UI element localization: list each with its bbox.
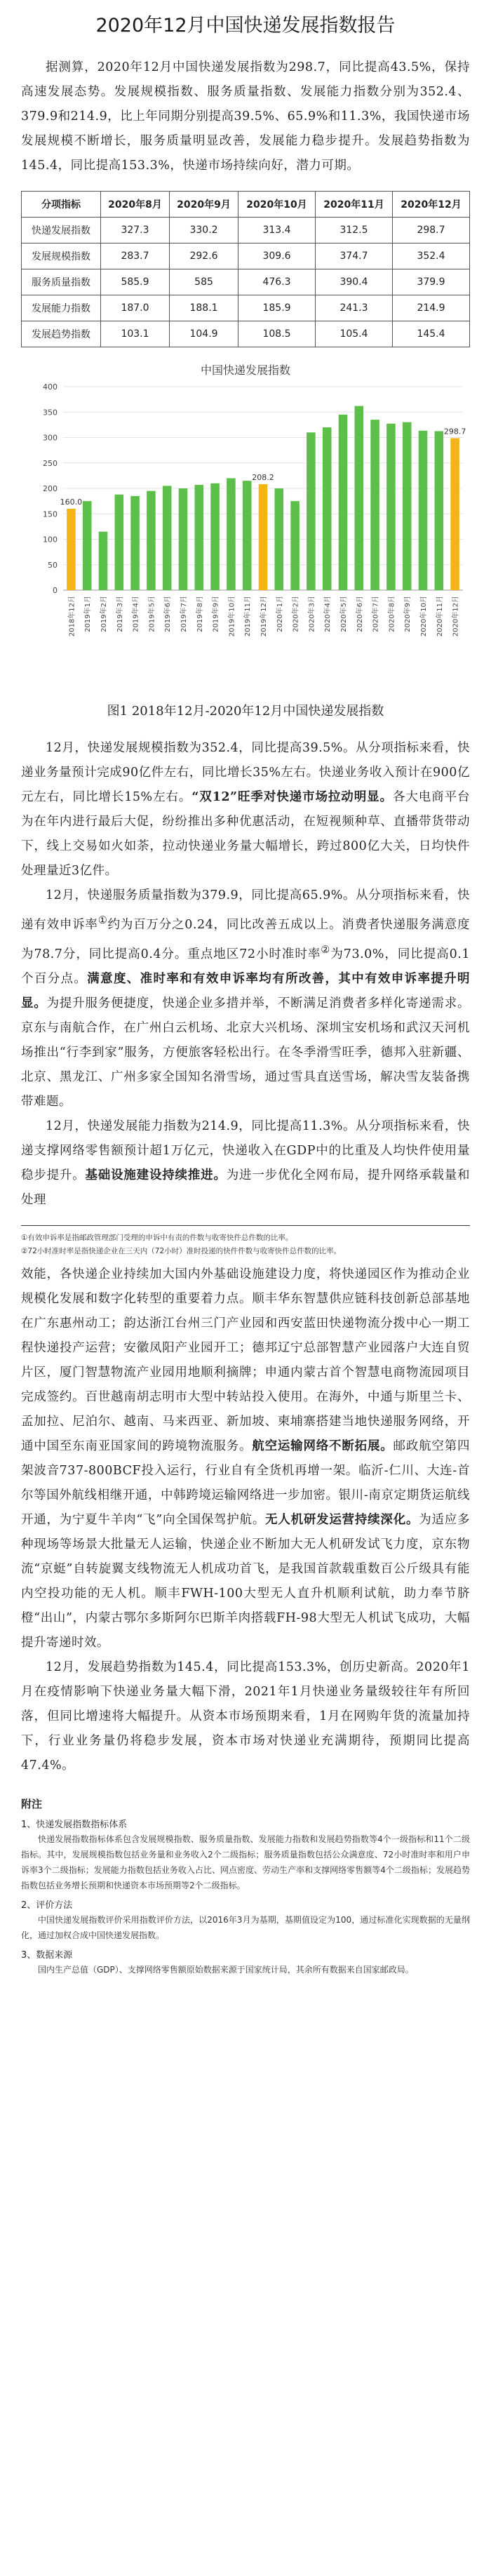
table-cell: 145.4 xyxy=(393,321,470,347)
table-cell: 214.9 xyxy=(393,295,470,321)
bar xyxy=(355,406,364,590)
x-tick-label: 2019年10月 xyxy=(228,596,236,637)
bar xyxy=(83,501,92,590)
chart-title: 中国快递发展指数 xyxy=(200,363,291,377)
notes-title: 附注 xyxy=(21,1797,43,1810)
x-tick-label: 2020年2月 xyxy=(292,596,300,632)
bar xyxy=(307,432,316,590)
x-tick-label: 2019年4月 xyxy=(132,596,140,632)
x-tick-label: 2020年6月 xyxy=(356,596,364,632)
footnotes xyxy=(21,1225,470,1258)
bar xyxy=(419,431,428,590)
bar xyxy=(450,438,459,590)
table-header-cell: 2020年9月 xyxy=(170,192,238,218)
table-row xyxy=(22,243,470,269)
footnote-1: ①有效申诉率是指邮政管理部门受理的申诉中有责的件数与收寄快件总件数的比率。 xyxy=(21,1233,293,1242)
bar xyxy=(147,491,156,590)
table-cell: 327.3 xyxy=(101,218,170,243)
bar xyxy=(130,496,140,590)
y-tick-label: 350 xyxy=(43,408,58,418)
y-tick-label: 150 xyxy=(43,509,58,519)
table-cell: 312.5 xyxy=(316,218,393,243)
quality-highlight: 满意度、准时率和有效申诉率均有所改善，其中有效申诉率提升明显。 xyxy=(21,971,471,1010)
x-tick-label: 2020年5月 xyxy=(340,596,348,632)
air-network-highlight: 航空运输网络不断拓展。 xyxy=(252,1439,394,1453)
figure-caption: 图1 2018年12月-2020年12月中国快递发展指数 xyxy=(107,704,384,719)
x-tick-label: 2019年3月 xyxy=(116,596,124,632)
table-cell: 476.3 xyxy=(238,269,316,295)
scale-text-c: 各大电商平台为在年内进行最后大促，纷纷推出多种优惠活动，在短视频种草、直播带货带动下，线上交易如火如荼，拉动快递业务量大幅增长，跨过800亿大关，日均快件处理量近3亿件。 xyxy=(21,790,471,878)
quality-text-a: 12月，快递服务质量指数为379.9，同比提高65.9%。从分项指标来看，快递有效申诉率 xyxy=(21,888,470,932)
bar xyxy=(403,422,412,590)
table-cell: 发展趋势指数 xyxy=(22,321,101,347)
infra-text-e: 为适应多种现场等场景大批量无人运输，快递企业不断加大无人机研发试飞力度，京东物流“京蜓”自转旋翼支线物流无人机成功首飞，是我国首款载重数百公斤级具有能内空投功能的无人机。顺丰FWH-100大型无人直升机顺利试航，助力奉节脐橙“出山”，内蒙古鄂尔多斯阿尔巴斯羊肉搭载FH-98大型无人机试飞成功，大幅提升寄递时效。 xyxy=(21,1512,470,1650)
bar xyxy=(339,415,348,590)
bar xyxy=(99,532,108,590)
scale-text-a: 12月，快递发展规模指数为352.4，同比提高39.5%。从分项指标来看，快递业务量预计完成90亿件左右，同比增长35%左右。快递业务收入预计在900亿元左右，同比增长15%左右。 xyxy=(21,741,470,804)
note-head-2: 2、评价方法 xyxy=(21,1900,73,1911)
x-tick-label: 2019年2月 xyxy=(100,596,108,632)
table-cell: 585.9 xyxy=(101,269,170,295)
table-cell: 104.9 xyxy=(170,321,238,347)
table-cell: 快递发展指数 xyxy=(22,218,101,243)
bar xyxy=(435,431,444,590)
table-cell: 241.3 xyxy=(316,295,393,321)
table-cell: 292.6 xyxy=(170,243,238,269)
bar xyxy=(259,484,268,590)
table-cell: 379.9 xyxy=(393,269,470,295)
bar xyxy=(227,479,236,591)
table-cell: 585 xyxy=(170,269,238,295)
x-tick-label: 2019年7月 xyxy=(180,596,188,632)
table-row xyxy=(22,218,470,243)
scale-paragraph xyxy=(21,736,470,883)
x-tick-label: 2019年6月 xyxy=(164,596,173,632)
x-tick-label: 2019年8月 xyxy=(196,596,204,632)
bar xyxy=(115,495,124,590)
capacity-paragraph xyxy=(21,1114,470,1213)
note-text-3: 国内生产总值（GDP）、支撑网络零售额原始数据来源于国家统计局，其余所有数据来自国家邮政局。 xyxy=(38,1964,414,1975)
bar xyxy=(323,427,332,590)
table-cell: 330.2 xyxy=(170,218,238,243)
table-header-row xyxy=(22,192,470,218)
bar xyxy=(163,486,172,590)
table-header-cell: 2020年8月 xyxy=(101,192,170,218)
quality-text-c: 为提升服务便捷度，快递企业多措并举，不断满足消费者多样化寄递需求。京东与南航合作，在广州白云机场、北京大兴机场、深圳宝安机场和武汉天河机场推出“行李到家”服务，方便旅客轻松出行。在冬季滑雪旺季，德邦入驻新疆、北京、黑龙江、广州多家全国知名滑雪场，通过雪具直送雪场，解决雪友装备携带难题。 xyxy=(21,996,471,1109)
bar xyxy=(290,501,300,590)
bar xyxy=(210,483,220,590)
table-cell: 352.4 xyxy=(393,243,470,269)
trend-paragraph: 12月，发展趋势指数为145.4，同比提高153.3%，创历史新高。2020年1月在疫情影响下快递业务量大幅下滑，2021年1月快递业务量级较往年有所回落，但同比增速将大幅提升。从资本市场预期来看，1月在网购年货的流量加持下，行业业务量仍将稳步发展，资本市场对快递业充满期待，预期同比提高47.4%。 xyxy=(21,1660,470,1773)
index-chart xyxy=(21,359,470,695)
capacity-text-a: 12月，快递发展能力指数为214.9，同比提高11.3%。从分项指标来看，快递支撑网络零售额预计超1万亿元，快递收入在GDP中的比重及人均快件使用量稳步提升。 xyxy=(21,1119,470,1182)
table-header-cell: 2020年11月 xyxy=(316,192,393,218)
table-cell: 374.7 xyxy=(316,243,393,269)
table-cell: 298.7 xyxy=(393,218,470,243)
infra-text-c: 邮政航空第四架波音737-800BCF投入运行，行业自有全货机再增一架。临沂-仁川、大连-首尔等国外航线相继开通，中韩跨境运输网络进一步加密。银川-南京定期货运航线开通，为宁夏牛羊肉“飞”向全国保驾护航。 xyxy=(21,1439,471,1527)
bar xyxy=(243,481,252,590)
table-cell: 108.5 xyxy=(238,321,316,347)
table-cell: 服务质量指数 xyxy=(22,269,101,295)
x-tick-label: 2020年9月 xyxy=(404,596,412,632)
table-cell: 187.0 xyxy=(101,295,170,321)
y-tick-label: 200 xyxy=(43,484,58,493)
infra-text-a: 效能，各快递企业持续加大国内外基础设施建设力度，将快递园区作为推动企业规模化发展和数字化转型的重要着力点。顺丰华东智慧供应链科技创新总部基地在广东惠州动工；韵达浙江台州三门产业园和西安蓝田快递物流分拨中心一期工程快递投产运营；安徽凤阳产业园开工；德邦辽宁总部智慧产业园落户大连自贸片区，厦门智慧物流产业园用地顺利摘牌；申通内蒙古首个智慧电商物流园项目完成签约。百世越南胡志明市大型中转站投入使用。在海外，中通与斯里兰卡、孟加拉、尼泊尔、越南、马来西亚、新加坡、柬埔寨搭建当地快递服务网络，开通中国至东南亚国家间的跨境物流服务。 xyxy=(21,1267,470,1453)
x-tick-label: 2020年4月 xyxy=(324,596,332,632)
x-tick-label: 2018年12月 xyxy=(68,596,76,637)
footnote-2: ②72小时准时率是指快递企业在三天内（72小时）准时投递的快件件数与收寄快件总件数的比率。 xyxy=(21,1246,342,1255)
table-header-cell: 2020年10月 xyxy=(238,192,316,218)
table-row xyxy=(22,269,470,295)
intro-paragraph: 据测算，2020年12月中国快递发展指数为298.7，同比提高43.5%，保持高速发展态势。发展规模指数、服务质量指数、发展能力指数分别为352.4、379.9和214.9，比上年同期分别提高39.5%、65.9%和11.3%，我国快递市场发展规模不断增长，服务质量明显改善，发展能力稳步提升。发展趋势指数为145.4，同比提高153.3%，快递市场持续向好，潜力可期。 xyxy=(21,60,470,173)
x-tick-label: 2019年5月 xyxy=(148,596,156,632)
x-tick-label: 2019年12月 xyxy=(260,596,268,637)
table-cell: 发展规模指数 xyxy=(22,243,101,269)
note-head-3: 3、数据来源 xyxy=(21,1949,73,1961)
footnote-ref-2: ② xyxy=(321,943,331,956)
table-cell: 313.4 xyxy=(238,218,316,243)
x-tick-label: 2019年11月 xyxy=(244,596,253,637)
x-tick-label: 2020年12月 xyxy=(452,596,460,637)
bar xyxy=(67,509,76,590)
table-row xyxy=(22,295,470,321)
scale-highlight: “双12”旺季对快递市场拉动明显。 xyxy=(191,790,393,804)
data-label: 208.2 xyxy=(252,473,274,483)
quality-text-a3: 为73.0%，同比提高0.1个百分点。 xyxy=(21,947,471,986)
x-tick-label: 2020年11月 xyxy=(436,596,444,637)
capacity-text-c: 为进一步优化全网布局，提升网络承载量和处理 xyxy=(21,1168,471,1207)
bar xyxy=(179,488,188,590)
bar xyxy=(386,424,396,590)
note-head-1: 1、快递发展指数指标体系 xyxy=(21,1819,128,1830)
note-text-2: 中国快递发展指数评价采用指数评价方法，以2016年3月为基期，基期值设定为100，通过标准化实现数据的无量纲化，通过加权合成中国快递发展指数。 xyxy=(21,1914,470,1940)
index-table xyxy=(21,191,470,347)
data-label: 298.7 xyxy=(443,427,466,436)
x-tick-label: 2020年3月 xyxy=(308,596,316,632)
note-text-1: 快递发展指数指标体系包含发展规模指数、服务质量指数、发展能力指数和发展趋势指数等4个一级指标和11个二级指标。其中，发展规模指数包括业务量和业务收入2个二级指标；服务质量指数包括公众满意度、72小时准时率和用户申诉率3个二级指标；发展能力指数包括业务收入占比、网点密度、劳动生产率和支撑网络零售额等4个二级指标；发展趋势指数包括业务增长预期和快递资本市场预期等2个二级指标。 xyxy=(21,1834,470,1890)
notes-section xyxy=(21,1817,470,1977)
y-tick-label: 50 xyxy=(48,560,58,570)
x-tick-label: 2020年1月 xyxy=(276,596,284,632)
table-cell: 309.6 xyxy=(238,243,316,269)
capacity-highlight: 基础设施建设持续推进。 xyxy=(85,1168,227,1182)
table-cell: 发展能力指数 xyxy=(22,295,101,321)
x-tick-label: 2020年7月 xyxy=(372,596,380,632)
table-header-cell: 2020年12月 xyxy=(393,192,470,218)
footnote-ref-1: ① xyxy=(97,914,108,926)
data-label: 160.0 xyxy=(60,498,83,507)
y-tick-label: 250 xyxy=(43,458,58,468)
bar xyxy=(195,485,204,590)
table-cell: 105.4 xyxy=(316,321,393,347)
report-title: 2020年12月中国快递发展指数报告 xyxy=(95,15,396,36)
table-header-cell: 分项指标 xyxy=(22,192,101,218)
y-tick-label: 300 xyxy=(43,433,58,443)
table-cell: 390.4 xyxy=(316,269,393,295)
y-tick-label: 0 xyxy=(53,586,58,595)
quality-text-a2: 约为百万分之0.24，同比改善五成以上。消费者快递服务满意度为78.7分，同比提高0.4分。重点地区72小时准时率 xyxy=(21,917,470,961)
table-row xyxy=(22,321,470,347)
x-tick-label: 2019年1月 xyxy=(84,596,93,632)
quality-paragraph xyxy=(21,883,470,1114)
table-cell: 283.7 xyxy=(101,243,170,269)
table-cell: 185.9 xyxy=(238,295,316,321)
x-tick-label: 2020年8月 xyxy=(388,596,396,632)
x-tick-label: 2020年10月 xyxy=(420,596,428,637)
bar xyxy=(275,488,284,590)
drone-highlight: 无人机研发运营持续深化。 xyxy=(265,1512,419,1527)
y-tick-label: 400 xyxy=(43,382,58,392)
infrastructure-paragraph xyxy=(21,1262,470,1655)
table-cell: 103.1 xyxy=(101,321,170,347)
bar xyxy=(370,420,379,590)
y-tick-label: 100 xyxy=(43,535,58,545)
bar-chart-svg xyxy=(21,359,470,695)
x-tick-label: 2019年9月 xyxy=(212,596,220,632)
table-cell: 188.1 xyxy=(170,295,238,321)
report-page xyxy=(21,0,470,1977)
